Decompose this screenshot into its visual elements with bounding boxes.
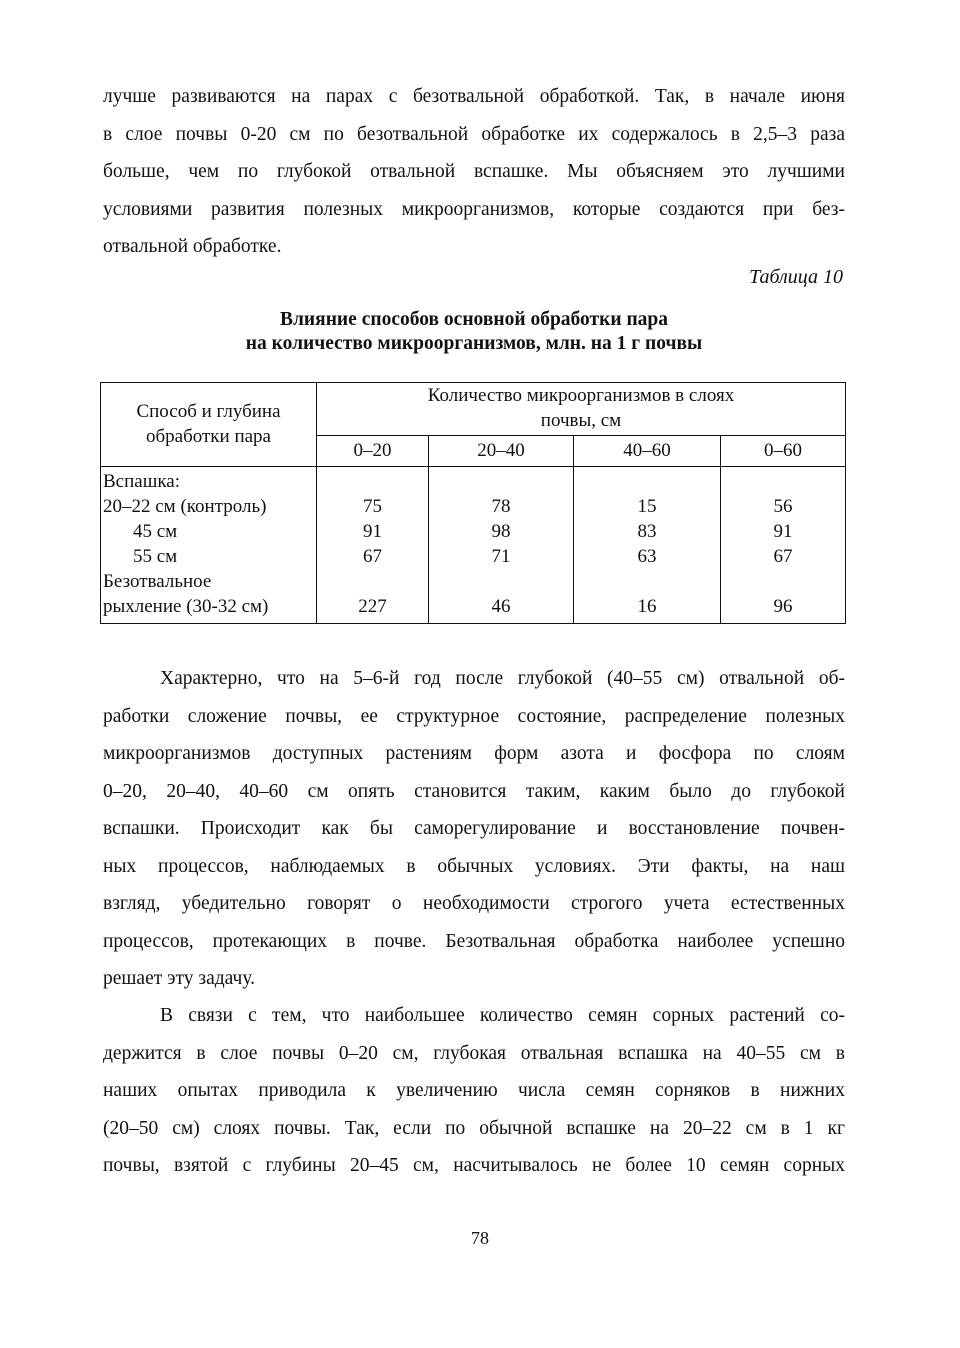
text-line: наших опытах приводила к увеличению числа семян сорняков в нижних (103, 1080, 845, 1101)
value-cell: 67 (773, 546, 793, 567)
paragraph-2 (103, 660, 845, 998)
table-title-line: на количество микроорганизмов, млн. на 1 г почвы (245, 333, 703, 354)
header-layer: 40–60 (574, 436, 721, 467)
value-column-0-20 (317, 467, 429, 624)
method-line: 45 см (133, 521, 178, 542)
method-line: Вспашка: (103, 471, 180, 492)
value-cell: 75 (363, 496, 382, 517)
text-line: почвы, взятой с глубины 20–45 см, насчитывалось не более 10 семян сорных (103, 1155, 845, 1176)
value-cell (317, 469, 428, 494)
text-line: взгляд, убедительно говорят о необходимости строгого учета естественных (103, 893, 845, 914)
value-column-0-60 (721, 467, 846, 624)
value-cell (429, 469, 573, 494)
text-line: вспашки. Происходит как бы саморегулирование и восстановление почвен- (103, 818, 845, 839)
value-cell: 67 (363, 546, 382, 567)
header-method-line: обработки пара (145, 425, 271, 447)
text-line: Характерно, что на 5–6-й год после глубокой (40–55 см) отвальной об- (160, 668, 845, 689)
value-cell (429, 569, 573, 594)
table-body-row (101, 467, 846, 624)
text-line: (20–50 см) слоях почвы. Так, если по обычной вспашке на 20–22 см в 1 кг (103, 1117, 845, 1139)
text-line: 0–20, 20–40, 40–60 см опять становится таким, каким было до глубокой (103, 780, 845, 802)
header-method (101, 383, 317, 467)
table-header-row (101, 383, 846, 436)
page-number: 78 (471, 1228, 489, 1248)
value-cell: 91 (773, 521, 793, 542)
value-cell: 56 (773, 496, 793, 517)
text-line: отвальной обработке. (103, 236, 282, 257)
method-line: Безотвальное (103, 571, 212, 592)
table-label: Таблица 10 (749, 266, 843, 288)
text-line: микроорганизмов доступных растениям форм азота и фосфора по слоям (103, 743, 845, 764)
value-cell (574, 569, 720, 594)
method-line: 55 см (133, 546, 178, 567)
value-cell: 63 (637, 546, 657, 567)
header-layer: 20–40 (429, 436, 574, 467)
text-line: держится в слое почвы 0–20 см, глубокая отвальная вспашка на 40–55 см в (103, 1042, 845, 1064)
method-line: рыхление (30-32 см) (103, 596, 269, 617)
value-column-40-60 (574, 467, 721, 624)
header-layer: 0–60 (721, 436, 846, 467)
header-method-line: Способ и глубина (136, 400, 281, 422)
microorganisms-table (100, 382, 846, 624)
value-cell: 96 (773, 596, 793, 617)
method-cell (101, 467, 317, 624)
text-line: работки сложение почвы, ее структурное состояние, распределение полезных (103, 705, 845, 727)
text-line: В связи с тем, что наибольшее количество семян сорных растений со- (160, 1005, 845, 1026)
table-title-line: Влияние способов основной обработки пара (279, 309, 669, 330)
value-cell: 16 (637, 596, 657, 617)
text-line: больше, чем по глубокой отвальной вспашке. Мы объясняем это лучшими (103, 161, 845, 182)
text-line: процессов, протекающих в почве. Безотвальная обработка наиболее успешно (103, 930, 845, 952)
text-line: решает эту задачу. (103, 968, 256, 989)
value-column-20-40 (429, 467, 574, 624)
text-line: ных процессов, наблюдаемых в обычных условиях. Эти факты, на наш (103, 855, 845, 877)
value-cell (317, 569, 428, 594)
paragraph-1 (103, 78, 845, 266)
value-cell: 83 (637, 521, 657, 542)
value-cell: 91 (363, 521, 382, 542)
header-group-line: почвы, см (540, 410, 622, 431)
text-line: в слое почвы 0-20 см по безотвальной обработке их содержалось в 2,5–3 раза (103, 123, 845, 145)
header-group-line: Количество микроорганизмов в слоях (427, 385, 735, 406)
method-line: 20–22 см (контроль) (103, 496, 267, 517)
value-cell: 71 (491, 546, 511, 567)
value-cell: 227 (358, 596, 387, 617)
header-group (317, 383, 846, 436)
header-layer: 0–20 (317, 436, 429, 467)
table-title (103, 308, 845, 356)
value-cell (574, 469, 720, 494)
value-cell: 15 (637, 496, 657, 517)
value-cell (721, 469, 845, 494)
paragraph-3 (103, 997, 845, 1185)
value-cell: 78 (491, 496, 511, 517)
value-cell (721, 569, 845, 594)
value-cell: 98 (491, 521, 511, 542)
text-line: условиями развития полезных микроорганизмов, которые создаются при без- (103, 198, 845, 220)
text-line: лучше развиваются на парах с безотвальной обработкой. Так, в начале июня (103, 86, 845, 107)
value-cell: 46 (491, 596, 511, 617)
